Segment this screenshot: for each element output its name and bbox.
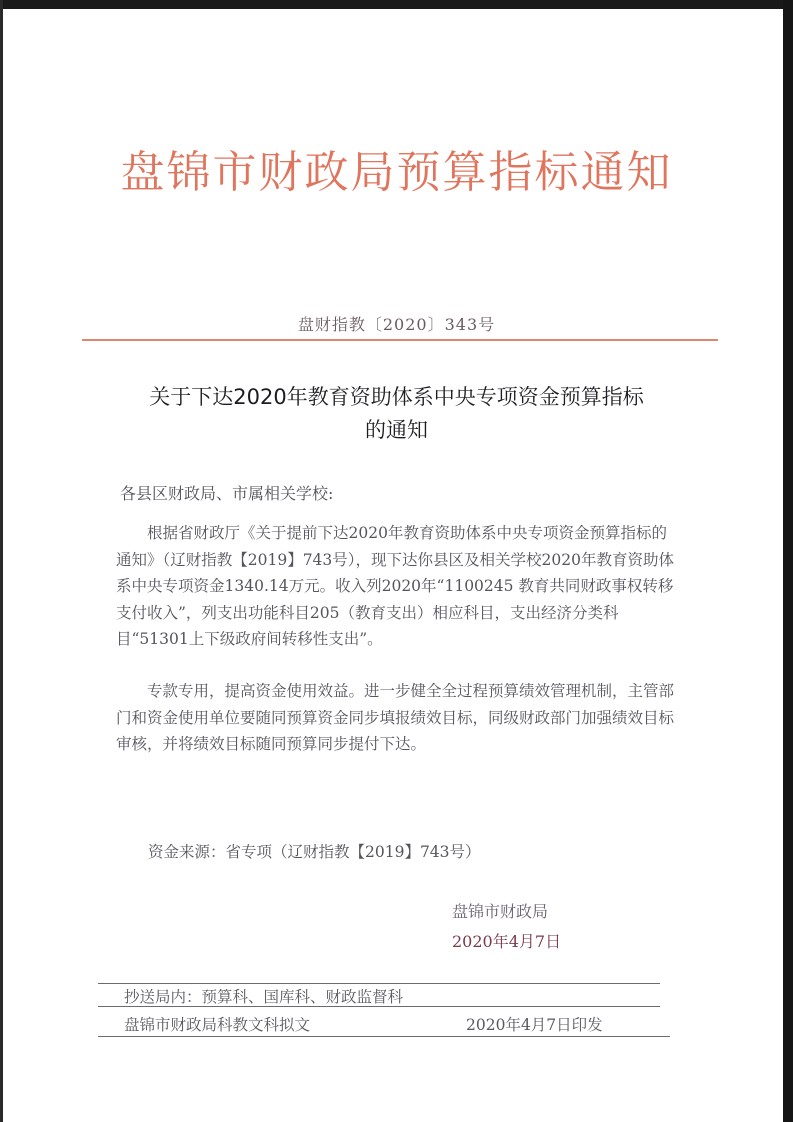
print-date: 2020年4月7日印发 <box>466 1016 603 1034</box>
document-number: 盘财指教〔2020〕343号 <box>297 315 496 334</box>
issuer-name: 盘锦市财政局 <box>452 902 549 921</box>
body-paragraph-2: 专款专用，提高资金使用效益。进一步健全全过程预算绩效管理机制，主管部门和资金使用单位要随同预算资金同步填报绩效目标，同级财政部门加强绩效目标审核，并将绩效目标随同预算同步提付下达。 <box>116 682 675 753</box>
document-title-line-2: 的通知 <box>365 418 428 442</box>
scan-border-top <box>0 0 793 9</box>
body-paragraph-1: 根据省财政厅《关于提前下达2020年教育资助体系中央专项资金预算指标的通知》（辽财指教【2019】743号），现下达你县区及相关学校2020年教育资助体系中央专项资金1340.14万元。收入列2020年“1100245 教育共同财政事权转移支付收入”，列支出功能科目205（教育支出）相应科目，支出经济分类科目“51301上下级政府间转移性支出”。 <box>116 524 674 648</box>
footer-rule-middle <box>98 1006 660 1007</box>
header-divider <box>82 339 718 341</box>
issue-date: 2020年4月7日 <box>452 932 562 951</box>
salutation: 各县区财政局、市属相关学校: <box>120 484 334 503</box>
funding-source: 资金来源：省专项（辽财指教【2019】743号） <box>148 843 481 861</box>
document-header: 盘锦市财政局预算指标通知 <box>120 147 673 198</box>
drafter: 盘锦市财政局科教文科拟文 <box>124 1016 311 1034</box>
cc-list: 抄送局内：预算科、国库科、财政监督科 <box>124 988 404 1006</box>
footer-rule-bottom <box>98 1036 670 1037</box>
document-title-line-1: 关于下达2020年教育资助体系中央专项资金预算指标 <box>149 385 644 409</box>
document-title <box>110 381 683 447</box>
footer-rule-top <box>98 983 660 984</box>
